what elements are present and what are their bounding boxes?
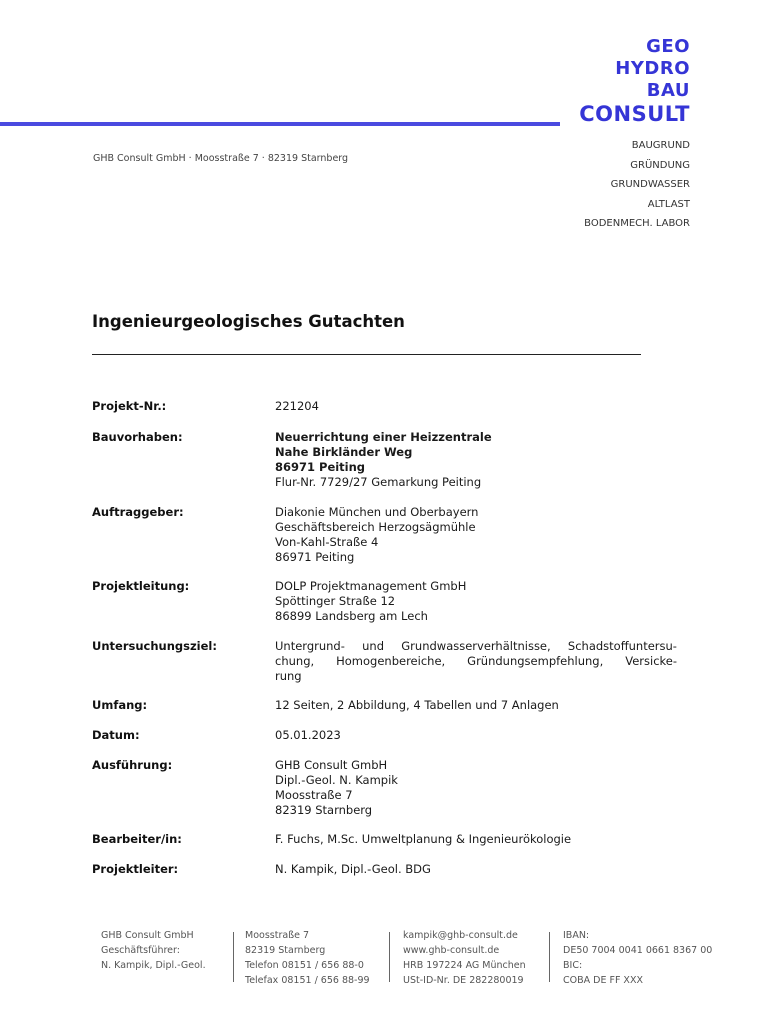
word: Homogenbereiche, — [336, 654, 446, 668]
word: Schadstoffuntersu- — [567, 639, 677, 653]
field-value — [275, 579, 677, 624]
footer-line: Geschäftsführer: — [101, 945, 180, 956]
word: Versicke- — [625, 654, 677, 668]
footer-company-column — [101, 928, 206, 973]
footer-bank-column — [563, 928, 712, 988]
footer-line: Telefon 08151 / 656 88-0 — [245, 960, 364, 971]
field-label: Ausführung: — [92, 758, 173, 772]
service-item: GRUNDWASSER — [610, 179, 690, 190]
field-value-line: 86899 Landsberg am Lech — [275, 609, 428, 623]
service-item: BAUGRUND — [631, 140, 690, 151]
field-label: Projektleitung: — [92, 579, 190, 593]
field-value-line: 221204 — [275, 399, 319, 413]
field-value-line: Geschäftsbereich Herzogsägmühle — [275, 520, 476, 534]
service-item: ALTLAST — [647, 198, 690, 210]
word: Untergrund- — [275, 639, 345, 653]
field-label: Bauvorhaben: — [92, 430, 183, 444]
field-value-line: 86971 Peiting — [275, 550, 355, 564]
footer-line: BIC: — [563, 960, 583, 971]
field-value — [275, 728, 677, 743]
field-value-line: Diakonie München und Oberbayern — [275, 505, 479, 519]
field-value — [275, 505, 677, 565]
footer-line: Telefax 08151 / 656 88-99 — [245, 975, 370, 986]
field-value — [275, 430, 677, 490]
field-value-line-justified — [275, 654, 677, 669]
field-value — [275, 399, 677, 414]
footer-line: 82319 Starnberg — [245, 945, 326, 956]
letterhead-accent-bar — [0, 122, 560, 126]
word: chung, — [275, 654, 315, 668]
field-value-line: F. Fuchs, M.Sc. Umweltplanung & Ingenieurökologie — [275, 832, 572, 846]
field-label: Auftraggeber: — [92, 505, 184, 519]
field-label: Datum: — [92, 728, 140, 742]
field-value-line: 12 Seiten, 2 Abbildung, 4 Tabellen und 7 Anlagen — [275, 698, 559, 712]
footer-address-column — [245, 928, 370, 988]
title-divider — [92, 354, 641, 355]
field-value-line: DOLP Projektmanagement GmbH — [275, 579, 467, 593]
footer-email-link[interactable]: kampik@ghb-consult.de — [403, 930, 518, 941]
word: und — [362, 639, 385, 653]
footer-divider — [389, 932, 390, 982]
field-label: Untersuchungsziel: — [92, 639, 217, 653]
logo-line: BAU — [646, 80, 690, 101]
field-value-line: Flur-Nr. 7729/27 Gemarkung Peiting — [275, 475, 482, 489]
footer-line: Moosstraße 7 — [245, 930, 310, 941]
footer-line: GHB Consult GmbH — [101, 930, 194, 941]
logo-line: GEO — [646, 36, 690, 57]
field-value-line: Von-Kahl-Straße 4 — [275, 535, 379, 549]
logo-line: HYDRO — [615, 58, 690, 79]
field-value-line-justified — [275, 639, 677, 654]
service-item: GRÜNDUNG — [630, 159, 690, 171]
word: Gründungsempfehlung, — [467, 654, 604, 668]
field-value-line: 05.01.2023 — [275, 728, 341, 742]
field-value-line: Nahe Birkländer Weg — [275, 445, 413, 459]
company-logo — [579, 36, 690, 126]
footer-line: N. Kampik, Dipl.-Geol. — [101, 960, 206, 971]
footer-line: HRB 197224 AG München — [403, 960, 526, 971]
field-value — [275, 832, 677, 847]
service-list — [584, 136, 690, 234]
logo-line: CONSULT — [579, 102, 690, 126]
field-value-line: Spöttinger Straße 12 — [275, 594, 396, 608]
footer-divider — [549, 932, 550, 982]
field-value-line: 82319 Starnberg — [275, 803, 373, 817]
field-label: Bearbeiter/in: — [92, 832, 182, 846]
footer-line: DE50 7004 0041 0661 8367 00 — [563, 945, 713, 956]
footer-website-link[interactable]: www.ghb-consult.de — [403, 945, 500, 956]
field-label: Projekt-Nr.: — [92, 399, 167, 413]
footer-line: COBA DE FF XXX — [563, 975, 643, 986]
field-label: Projektleiter: — [92, 862, 179, 876]
document-title: Ingenieurgeologisches Gutachten — [92, 312, 405, 331]
footer-divider — [233, 932, 234, 982]
service-item: BODENMECH. LABOR — [584, 218, 690, 229]
field-value — [275, 758, 677, 818]
page-footer — [0, 928, 770, 988]
word: Grundwasserverhältnisse, — [401, 639, 551, 653]
footer-contact-column — [403, 928, 526, 988]
field-value-line: N. Kampik, Dipl.-Geol. BDG — [275, 862, 431, 876]
field-value — [275, 698, 677, 713]
field-value-line: Dipl.-Geol. N. Kampik — [275, 773, 398, 787]
footer-line: USt-ID-Nr. DE 282280019 — [403, 975, 524, 986]
field-value — [275, 639, 677, 684]
field-label: Umfang: — [92, 698, 148, 712]
field-value — [275, 862, 677, 877]
field-value-line: 86971 Peiting — [275, 460, 366, 474]
field-value-line: Neuerrichtung einer Heizzentrale — [275, 430, 492, 444]
footer-line: IBAN: — [563, 930, 590, 941]
field-value-line: GHB Consult GmbH — [275, 758, 388, 772]
sender-address: GHB Consult GmbH · Moosstraße 7 · 82319 Starnberg — [93, 153, 349, 164]
field-value-line: rung — [275, 669, 302, 683]
field-value-line: Moosstraße 7 — [275, 788, 353, 802]
